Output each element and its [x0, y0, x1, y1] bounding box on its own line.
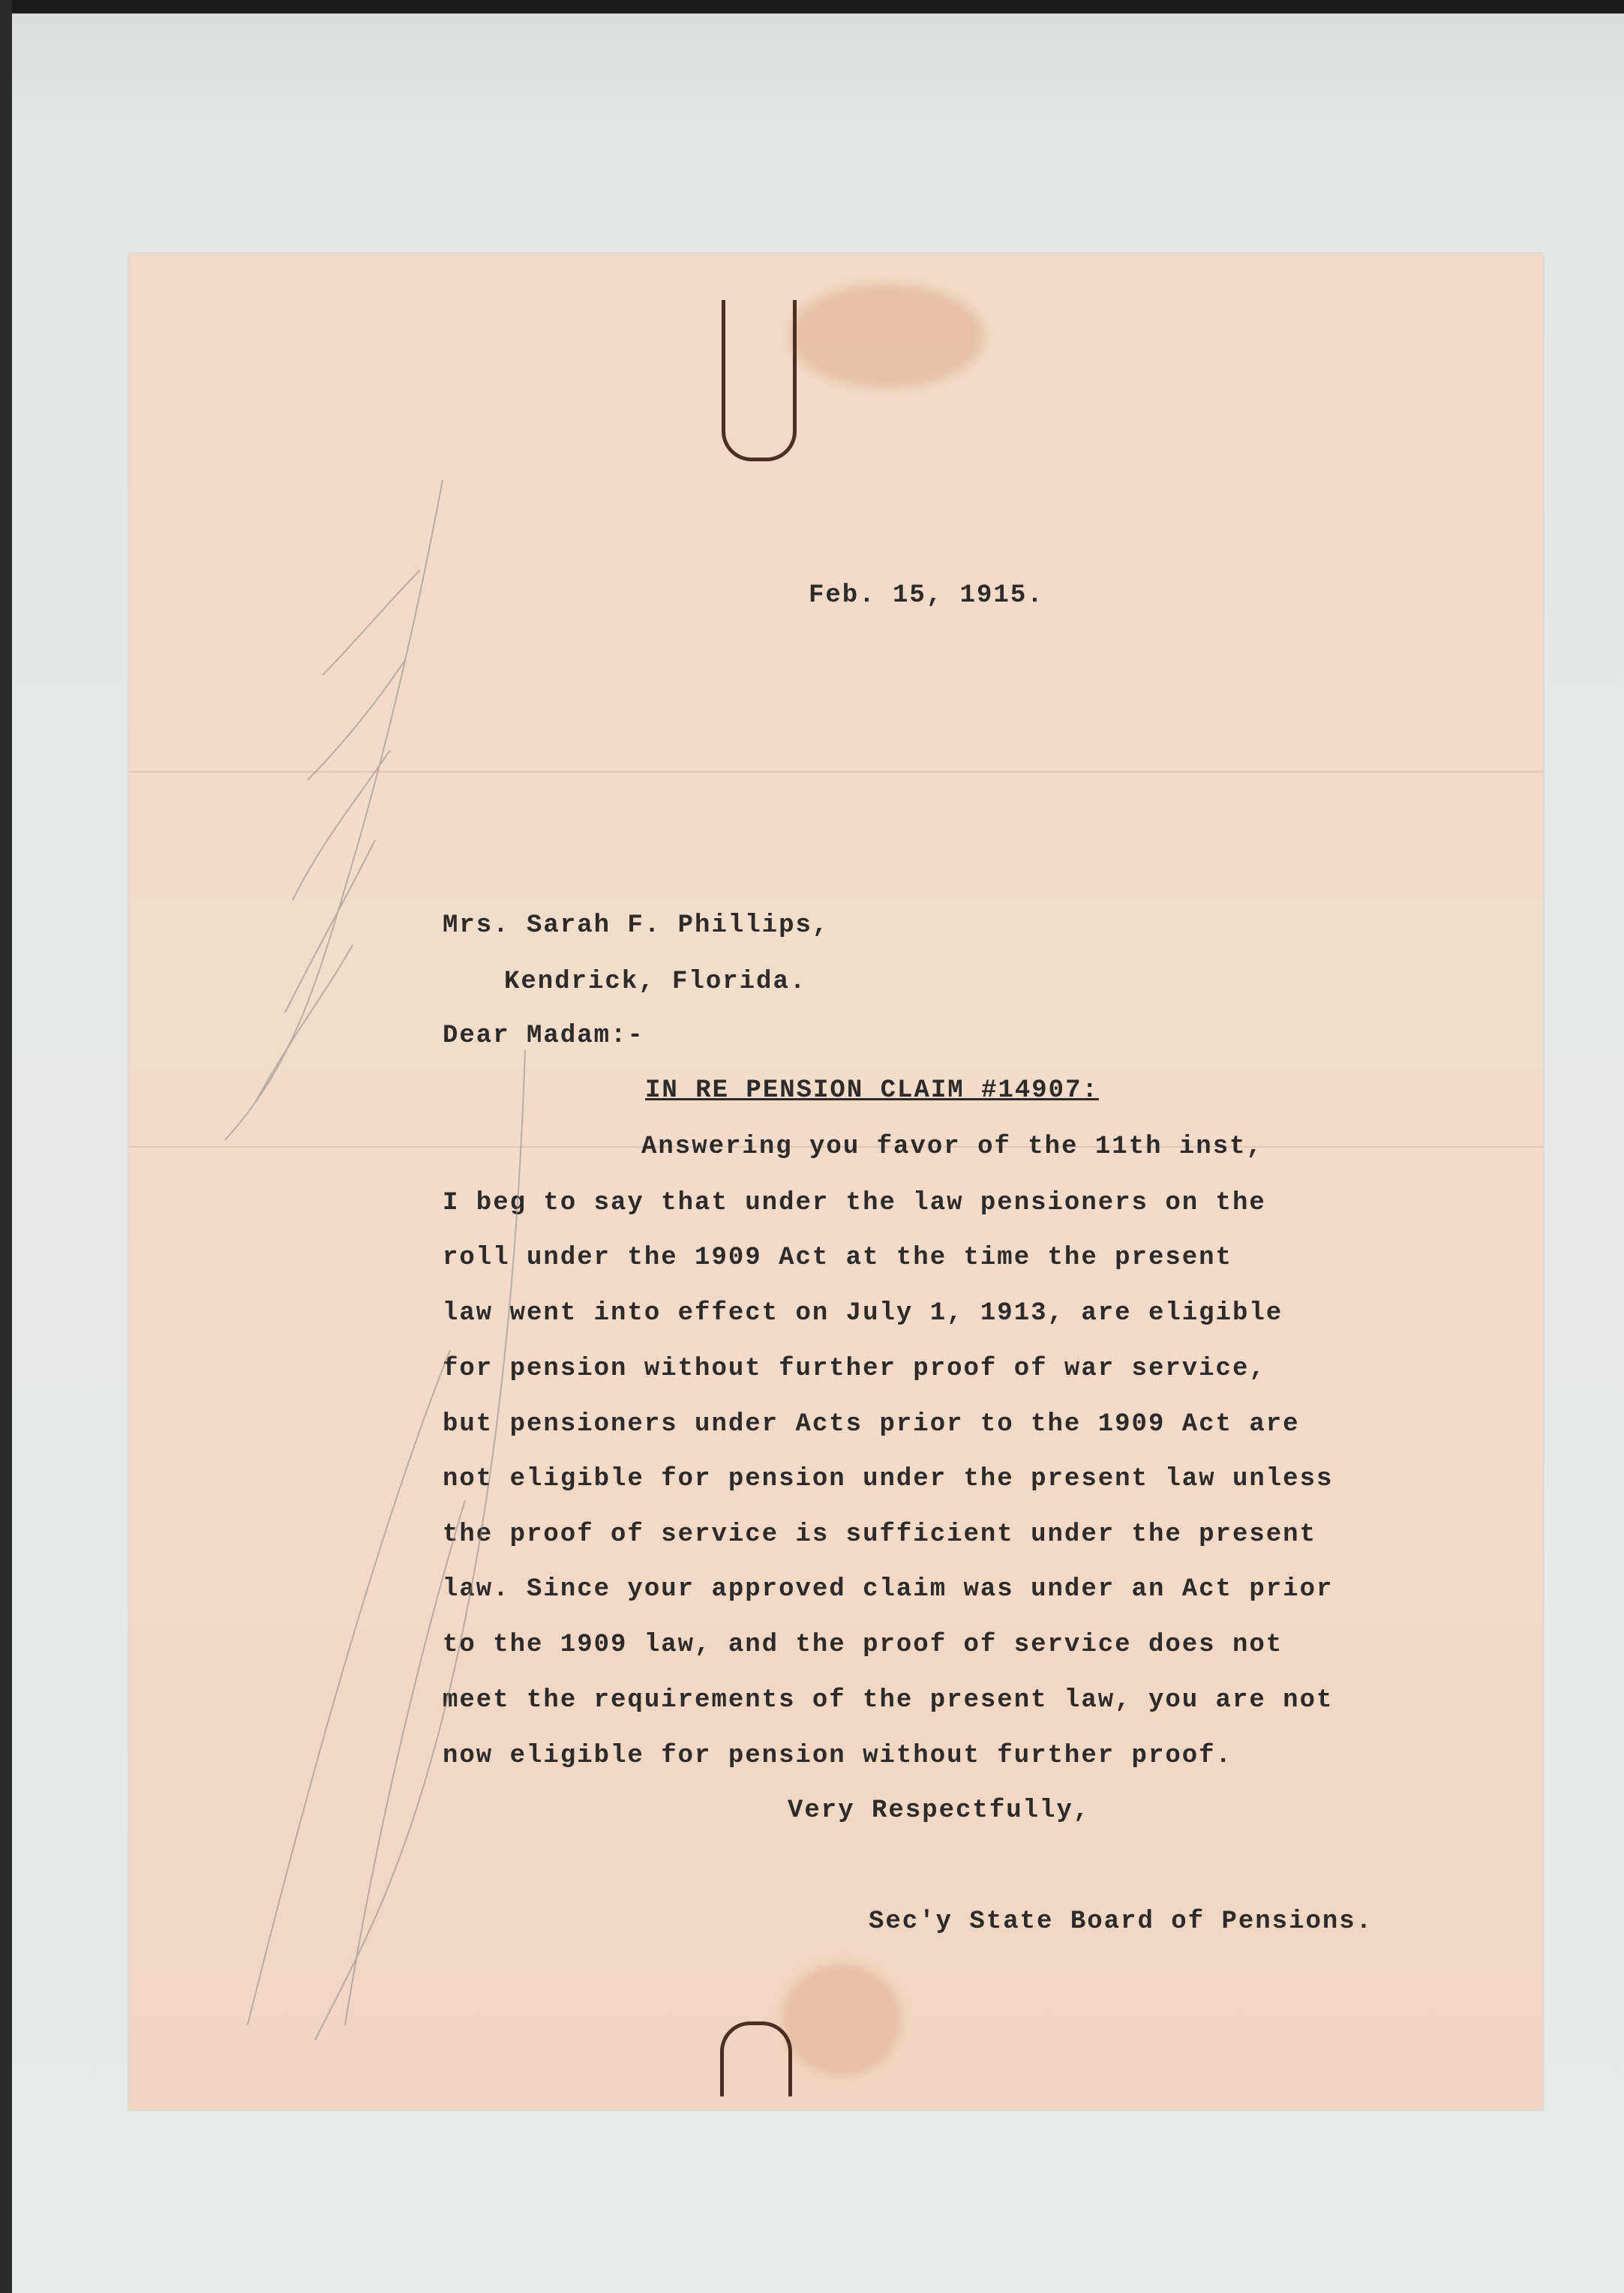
body-line: the proof of service is sufficient under the present [443, 1520, 1316, 1549]
body-line: I beg to say that under the law pensioners on the [443, 1189, 1266, 1217]
body-line: law went into effect on July 1, 1913, are eligible [443, 1299, 1283, 1328]
scanner-edge-left [0, 0, 12, 2293]
scanner-edge-top [0, 0, 1624, 14]
rust-stain [782, 1964, 902, 2076]
body-line: for pension without further proof of war service, [443, 1355, 1266, 1383]
salutation: Dear Madam:- [443, 1022, 644, 1050]
signature-title: Sec'y State Board of Pensions. [869, 1907, 1373, 1936]
rust-stain [789, 284, 984, 389]
letter-date: Feb. 15, 1915. [809, 581, 1044, 610]
body-line: Answering you favor of the 11th inst, [641, 1133, 1263, 1161]
recipient-location: Kendrick, Florida. [504, 968, 807, 996]
body-line: not eligible for pension under the present law unless [443, 1465, 1334, 1493]
body-line: to the 1909 law, and the proof of service does not [443, 1631, 1283, 1659]
paper-clip-mark-bottom [720, 2021, 792, 2096]
body-line: meet the requirements of the present law, you are not [443, 1686, 1334, 1715]
recipient-name: Mrs. Sarah F. Phillips, [443, 911, 830, 940]
fold-line [129, 771, 1543, 773]
body-line: roll under the 1909 Act at the time the present [443, 1244, 1232, 1272]
body-line: now eligible for pension without further proof. [443, 1742, 1232, 1770]
body-line: law. Since your approved claim was under an Act prior [443, 1575, 1334, 1604]
letter-sheet [129, 254, 1543, 2110]
body-line: but pensioners under Acts prior to the 1909 Act are [443, 1410, 1300, 1439]
paper-clip-mark-top [722, 300, 797, 461]
closing: Very Respectfully, [788, 1796, 1091, 1825]
claim-reference: IN RE PENSION CLAIM #14907: [645, 1076, 1099, 1105]
